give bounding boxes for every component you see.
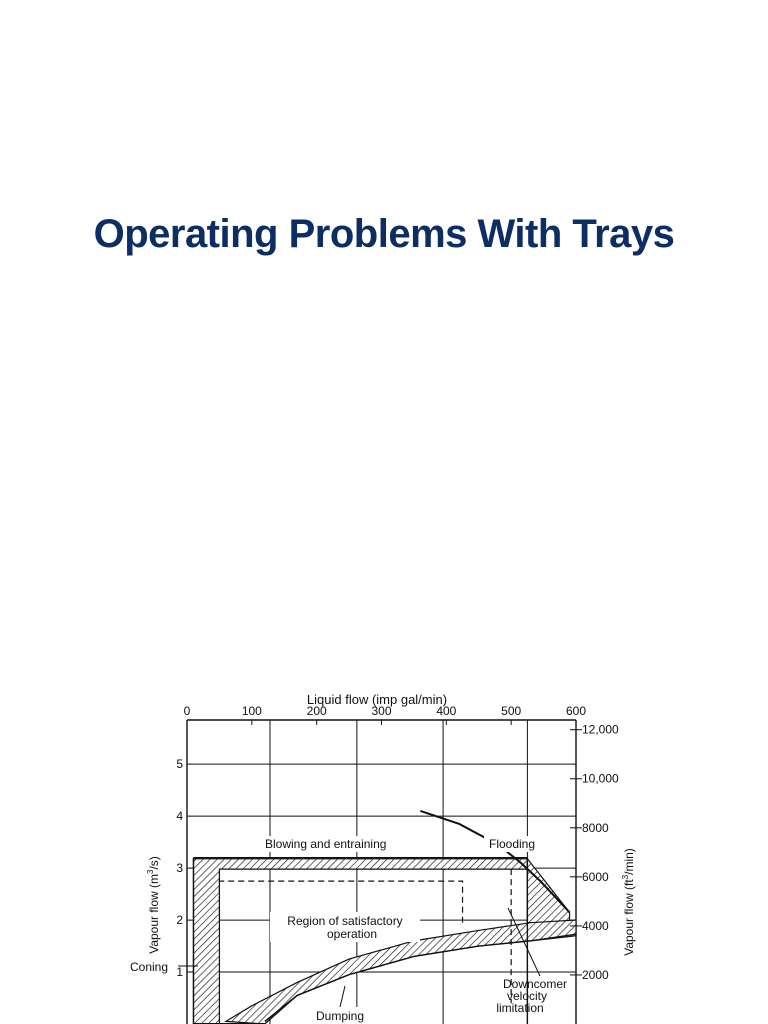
downcomer-label-line2: velocity	[506, 989, 548, 1003]
x-tick-label: 500	[501, 704, 522, 718]
downcomer-label-line3: limitation	[496, 1001, 544, 1015]
y-tick-label-left: 4	[176, 809, 183, 824]
region-label-line2: operation	[326, 927, 378, 941]
operating-chart	[0, 680, 768, 1024]
coning-label: Coning	[130, 960, 169, 974]
y-tick-label-right: 12,000	[582, 722, 619, 737]
x-axis-label: Liquid flow (imp gal/min)	[306, 692, 448, 707]
x-tick-label: 300	[371, 704, 392, 718]
flooding-label: Flooding	[489, 837, 536, 851]
y-tick-label-left: 2	[176, 913, 183, 928]
x-tick-label: 600	[565, 704, 587, 718]
x-tick-label: 400	[436, 704, 457, 718]
x-tick-label: 0	[183, 704, 191, 718]
y-tick-label-right: 10,000	[582, 771, 619, 786]
dumping-label: Dumping	[315, 1009, 365, 1023]
y-axis-label-left: Vapour flow $(m^3/s)$	[146, 856, 161, 954]
y-axis-label-right: Vapour flow $(ft^3/\min)$	[621, 848, 636, 956]
y-tick-label-left: 1	[176, 965, 183, 980]
blowing-label: Blowing and entraining	[265, 837, 387, 851]
y-tick-label-right: 2000	[582, 967, 609, 982]
y-tick-label-right: 6000	[582, 869, 609, 884]
x-tick-label: 200	[306, 704, 327, 718]
y-tick-label-right: 4000	[582, 918, 609, 933]
x-tick-label: 100	[241, 704, 262, 718]
y-tick-label-left: 5	[176, 757, 183, 772]
slide-title: Operating Problems With Trays	[93, 212, 675, 256]
y-tick-label-left: 3	[176, 861, 183, 876]
downcomer-label-line1: Downcomer	[502, 977, 568, 991]
dumping-leader	[340, 986, 345, 1007]
y-tick-label-right: 8000	[582, 820, 609, 835]
region-label-line1: Region of satisfactory	[287, 914, 403, 928]
